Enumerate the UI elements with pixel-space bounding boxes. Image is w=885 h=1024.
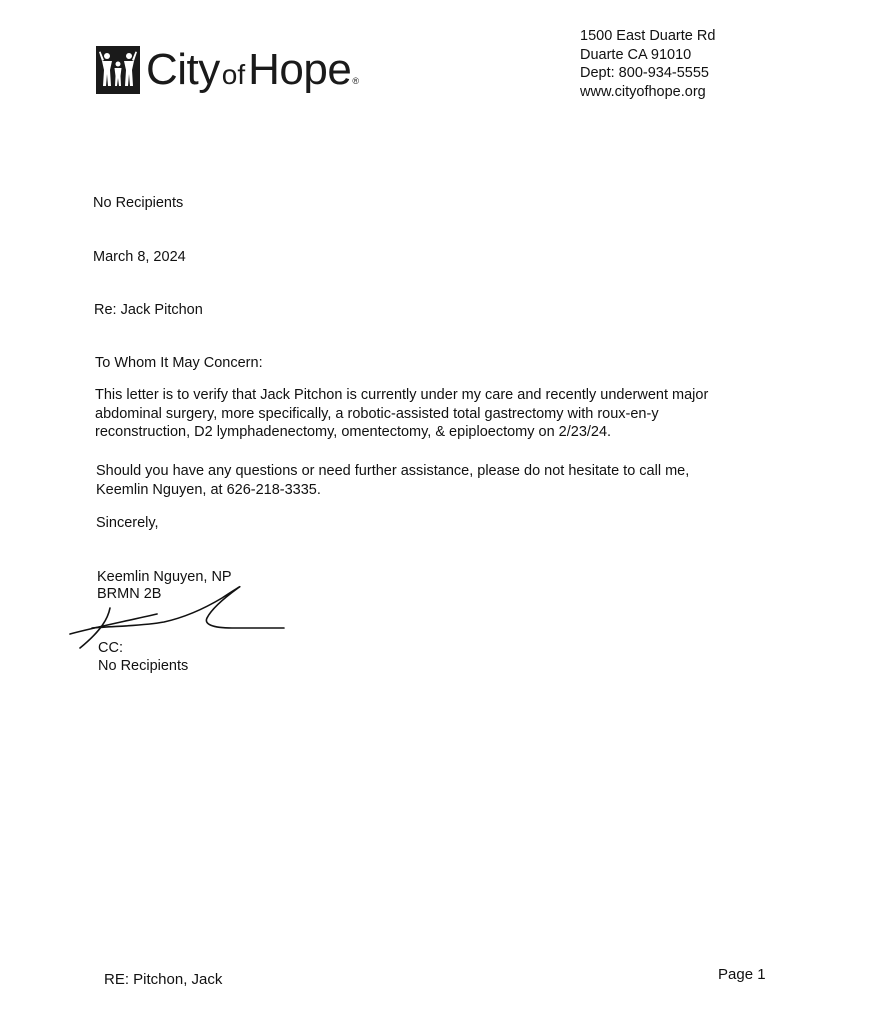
recipients-line: No Recipients	[93, 195, 184, 211]
logo-word-hope: Hope	[248, 45, 352, 94]
footer-re-line: RE: Pitchon, Jack	[104, 971, 223, 988]
family-figures-icon	[96, 46, 140, 94]
body-paragraph-contact	[96, 462, 689, 499]
registered-mark: ®	[352, 76, 359, 86]
re-subject-line: Re: Jack Pitchon	[94, 302, 203, 318]
paragraph-line: Keemlin Nguyen, at 626-218-3335.	[96, 481, 321, 498]
paragraph-line: This letter is to verify that Jack Pitchon is currently under my care and recently underwent major	[95, 387, 709, 403]
address-city-state-zip: Duarte CA 91010	[580, 46, 692, 63]
paragraph-line: reconstruction, D2 lymphadenectomy, omentectomy, & epiploectomy on 2/23/24.	[95, 424, 612, 440]
cc-recipients: No Recipients	[98, 658, 189, 674]
city-of-hope-logo	[96, 44, 359, 96]
signer-unit: BRMN 2B	[97, 586, 162, 602]
closing: Sincerely,	[96, 515, 159, 531]
handwritten-signature	[62, 578, 292, 650]
paragraph-line: abdominal surgery, more specifically, a robotic-assisted total gastrectomy with roux-en-y	[95, 405, 659, 422]
address-street: 1500 East Duarte Rd	[580, 28, 716, 44]
cc-label: CC:	[98, 640, 123, 656]
logo-word-of: of	[221, 59, 246, 90]
address-department-phone: Dept: 800-934-5555	[580, 65, 709, 81]
page-number: Page 1	[718, 966, 766, 983]
paragraph-line: Should you have any questions or need further assistance, please do not hesitate to call me,	[96, 463, 690, 479]
salutation: To Whom It May Concern:	[95, 355, 263, 371]
signer-name: Keemlin Nguyen, NP	[97, 569, 232, 585]
logo-wordmark	[146, 45, 359, 94]
letter-date: March 8, 2024	[93, 249, 186, 265]
address-website: www.cityofhope.org	[580, 83, 706, 100]
letterhead-address	[580, 27, 715, 101]
logo-word-city: City	[146, 45, 220, 94]
body-paragraph-verification	[95, 386, 708, 442]
